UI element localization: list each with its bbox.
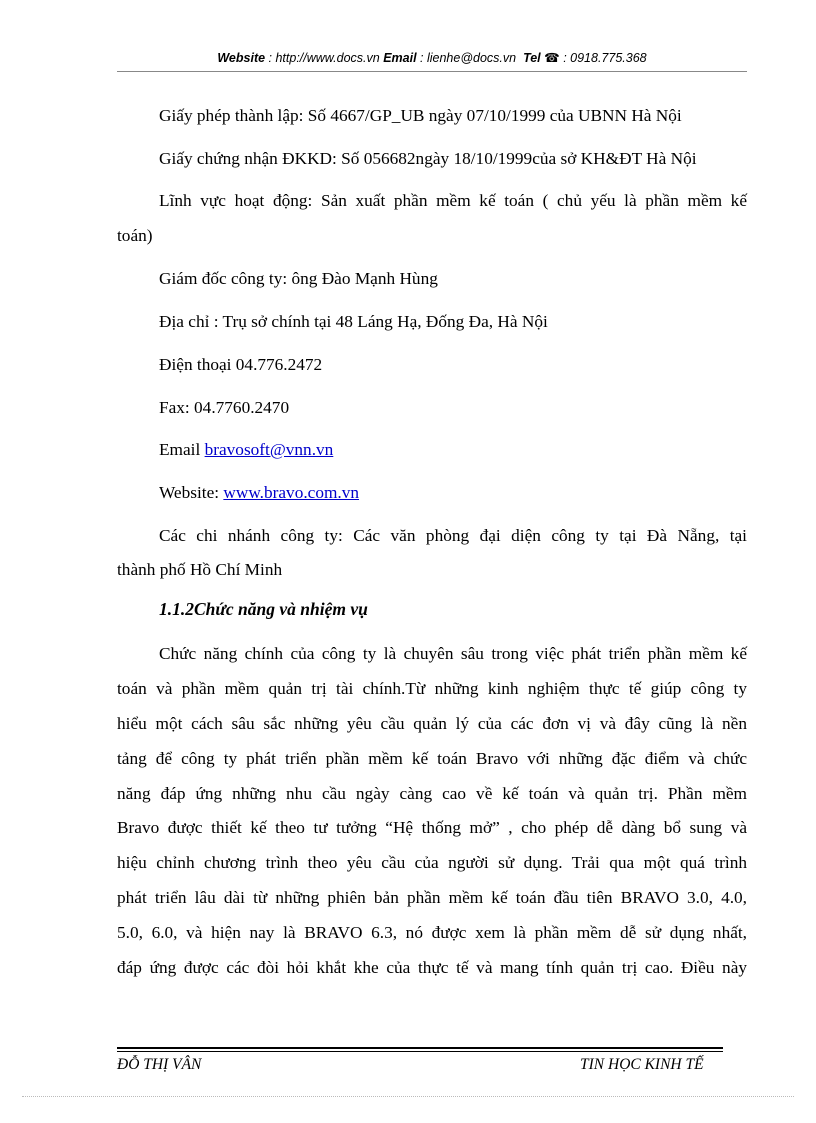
branches-line: Các chi nhánh công ty: Các văn phòng đại diện công ty tại Đà Nẵng, tại (159, 526, 747, 545)
page-bottom-border (22, 1096, 794, 1097)
website-line (117, 483, 747, 503)
para-line: Chức năng chính của công ty là chuyên sâu trong việc phát triển phần mềm kế (159, 644, 747, 663)
director-line: Giám đốc công ty: ông Đào Mạnh Hùng (159, 269, 438, 288)
website-link[interactable]: www.bravo.com.vn (223, 483, 360, 502)
phone-line: Điện thoại 04.776.2472 (159, 355, 323, 374)
page-header (117, 50, 747, 65)
license-line: Giấy phép thành lập: Số 4667/GP_UB ngày 07/10/1999 của UBNN Hà Nội (159, 106, 682, 125)
email-link[interactable]: bravosoft@vnn.vn (204, 440, 334, 459)
header-sep: : (265, 51, 276, 65)
email-line (117, 440, 747, 460)
para-line: hiệu chỉnh chương trình theo yêu cầu của người sử dụng. Trải qua một quá trình (117, 853, 747, 872)
footer-department: TIN HỌC KINH TẾ (580, 1056, 704, 1073)
header-email-label: Email (383, 51, 417, 65)
header-tel-label: Tel (523, 51, 541, 65)
para-line: năng đáp ứng những nhu cầu ngày càng cao về kế toán và quản trị. Phần mềm (117, 784, 747, 803)
field-line: Lĩnh vực hoạt động: Sản xuất phần mềm kế toán ( chủ yếu là phần mềm kế (159, 191, 747, 210)
field-line-cont: toán) (117, 226, 153, 245)
header-divider (117, 71, 747, 72)
header-sep: : (416, 51, 427, 65)
header-website-label: Website (217, 51, 266, 65)
phone-icon: ☎ (544, 51, 560, 65)
para-line: phát triển lâu dài từ những phiên bản phần mềm kế toán đầu tiên BRAVO 3.0, 4.0, (117, 888, 747, 907)
email-label: Email (159, 440, 205, 459)
website-label: Website: (159, 483, 224, 502)
header-website-url[interactable]: http://www.docs.vn (275, 51, 380, 65)
registration-line: Giấy chứng nhận ĐKKD: Số 056682ngày 18/10/1999của sở KH&ĐT Hà Nội (159, 149, 697, 168)
footer-divider (117, 1047, 723, 1049)
address-line: Địa chỉ : Trụ sở chính tại 48 Láng Hạ, Đống Đa, Hà Nội (159, 312, 548, 331)
para-line: toán và phần mềm quản trị tài chính.Từ những kinh nghiệm thực tế giúp công ty (117, 679, 747, 698)
para-line: hiểu một cách sâu sắc những yêu cầu quản lý của các đơn vị và đây cũng là nền (117, 714, 747, 733)
para-line: đáp ứng được các đòi hỏi khắt khe của thực tế và mang tính quản trị cao. Điều này (117, 958, 747, 977)
section-heading: 1.1.2Chức năng và nhiệm vụ (159, 599, 368, 619)
para-line: 5.0, 6.0, và hiện nay là BRAVO 6.3, nó được xem là phần mềm dễ sử dụng nhất, (117, 923, 747, 942)
para-line: tảng để công ty phát triển phần mềm kế toán Bravo với những đặc điểm và chức (117, 749, 747, 768)
footer-divider-thin (117, 1051, 723, 1052)
header-email-value[interactable]: lienhe@docs.vn (426, 51, 517, 65)
para-line: Bravo được thiết kế theo tư tưởng “Hệ thống mở” , cho phép dễ dàng bổ sung và (117, 818, 747, 837)
branches-line-cont: thành phố Hồ Chí Minh (117, 560, 283, 579)
header-tel-value: : 0918.775.368 (559, 51, 647, 65)
fax-line: Fax: 04.7760.2470 (159, 398, 290, 417)
footer-author: ĐỖ THỊ VÂN (117, 1056, 202, 1073)
